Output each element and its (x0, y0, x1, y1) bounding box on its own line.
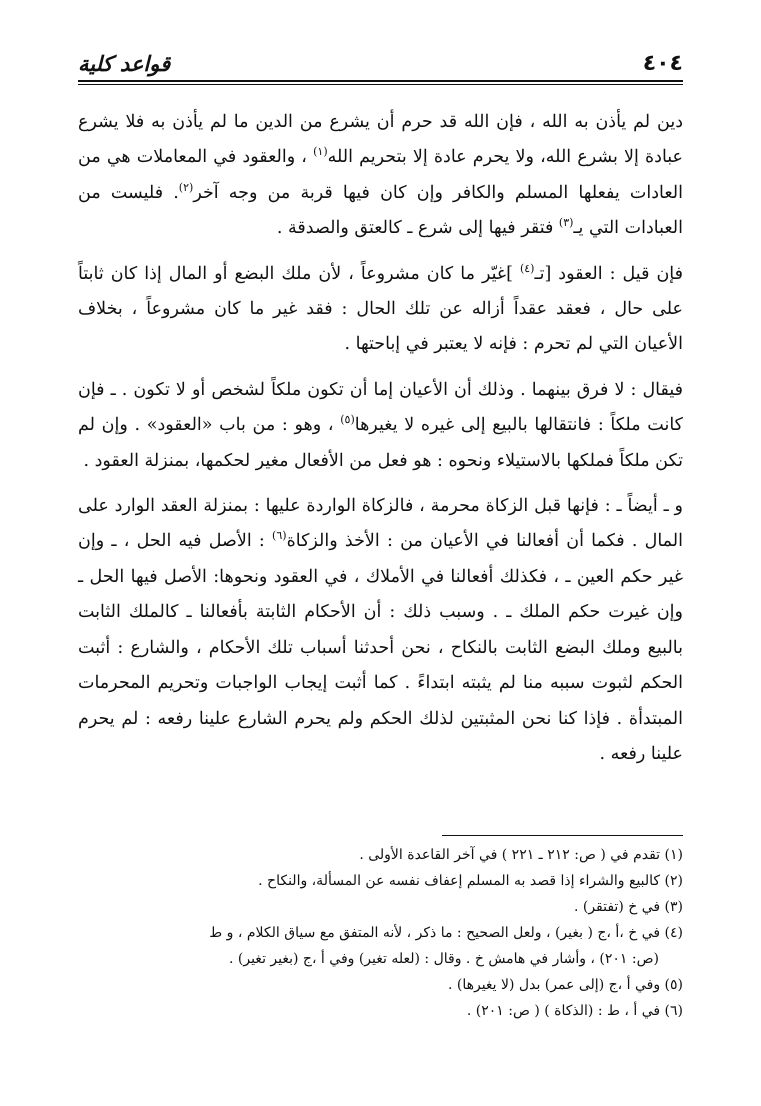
header-rule (78, 80, 683, 82)
text-run: فيقال : لا فرق بينهما . وذلك أن الأعيان إما أن تكون ملكاً لشخص أو لا تكون . ـ فإن كانت ملكاً : فانتقالها بالبيع إلى غيره لا يغيرها (78, 379, 683, 436)
paragraph-3 (78, 373, 683, 479)
footnote-4: (٤) في خ ،أ ،ج ( بغير) ، ولعل الصحيح : ما ذكر ، لأنه المتفق مع سياق الكلام ، و ط (209, 925, 683, 941)
text-run: . فليست من العبادات التي يـ (78, 182, 683, 239)
paragraph-4 (78, 489, 683, 772)
text-run: ، والعقود في المعاملات هي من العادات يفعلها المسلم والكافر وإن كان فيها قربة من وجه آخر (78, 147, 683, 203)
footnote-2: (٢) كالبيع والشراء إذا قصد به المسلم إعفاف نفسه عن المسألة، والنكاح . (258, 873, 683, 889)
footnotes (78, 842, 683, 1024)
text-run: و ـ أيضاً ـ : فإنها قبل الزكاة محرمة ، فالزكاة الواردة عليها : بمنزلة العقد الوارد على المال . فكما أن أفعالنا في الأعيان من : الأخذ والزكاة (78, 496, 683, 552)
main-text (78, 105, 683, 782)
text-run: فتقر فيها إلى شرع ـ كالعتق والصدقة . (276, 218, 559, 239)
footnote-4-continued: (ص: ٢٠١) ، وأشار في هامش خ . وقال : (لعله تغير) وفي أ ،ج (بغير تغير) . (229, 951, 659, 967)
page-number: ٤٠٤ (642, 51, 683, 76)
footnote-6: (٦) في أ ، ط : (الذكاة ) ( ص: ٢٠١) . (466, 1003, 683, 1019)
text-run: : الأصل فيه الحل ، ـ وإن غير حكم العين ـ ، فكذلك أفعالنا في الأملاك ، في العقود ونحوها: الأصل فيها الحل ـ وإن غيرت حكم الملك ـ . وسبب ذلك : أن الأحكام الثابتة بأفعالنا ـ كالملك الثابت بالبيع وملك البضع الثابت بالنكاح ، نحن أحدثنا أسباب تلك الأحكام ، والشارع : أثبت الحكم لثبوت سببه منا لم يثبته ابتداءً . كما أثبت إيجاب الواجبات وتحريم المحرمات المبتدأة . فإذا كنا نحن المثبتين لذلك الحكم ولم يحرم الشارع علينا رفعه : لم يحرم علينا رفعه . (78, 531, 683, 764)
footnote-ref: (٣) (558, 216, 574, 230)
footnote-ref: (٤) (519, 261, 535, 275)
paragraph-1 (78, 105, 683, 247)
text-run: فإن قيل : العقود [تـ (534, 263, 683, 284)
header-rule-thin (78, 84, 683, 85)
footnote-ref: (٦) (272, 529, 287, 543)
footnote-separator (442, 835, 683, 836)
text-run: دين لم يأذن به الله ، فإن الله قد حرم أن يشرع من الدين ما لم يأذن به فلا يشرع عبادة إلا بشرع الله، ولا يحرم عادة إلا بتحريم الله (78, 112, 683, 168)
paragraph-2 (78, 257, 683, 363)
footnote-5: (٥) وفي أ ،ج (إلى عمر) بدل (لا يغيرها) . (447, 977, 683, 993)
footnote-ref: (٥) (340, 413, 355, 427)
footnote-1: (١) تقدم في ( ص: ٢١٢ ـ ٢٢١ ) في آخر القاعدة الأولى . (359, 847, 683, 863)
footnote-ref: (٢) (178, 180, 194, 194)
footnote-ref: (١) (313, 145, 328, 159)
running-header (78, 40, 683, 76)
text-run: ]غيّر ما كان مشروعاً ، لأن ملك البضع أو المال إذا كان ثابتاً على حال ، فعقد عقداً أزاله عن تلك الحال : فقد غير ما كان مشروعاً ، بخلاف الأعيان التي لم تحرم : فإنه لا يعتبر في إباحتها . (78, 263, 683, 355)
book-title: قواعد كلية (78, 52, 171, 76)
text-run: ، وهو : من باب «العقود» . وإن لم تكن ملكاً فملكها بالاستيلاء ونحوه : هو فعل من الأفعال مغير لحكمها، بمنزلة العقود . (78, 415, 683, 471)
footnote-3: (٣) في خ (تفتقر) . (573, 899, 683, 915)
